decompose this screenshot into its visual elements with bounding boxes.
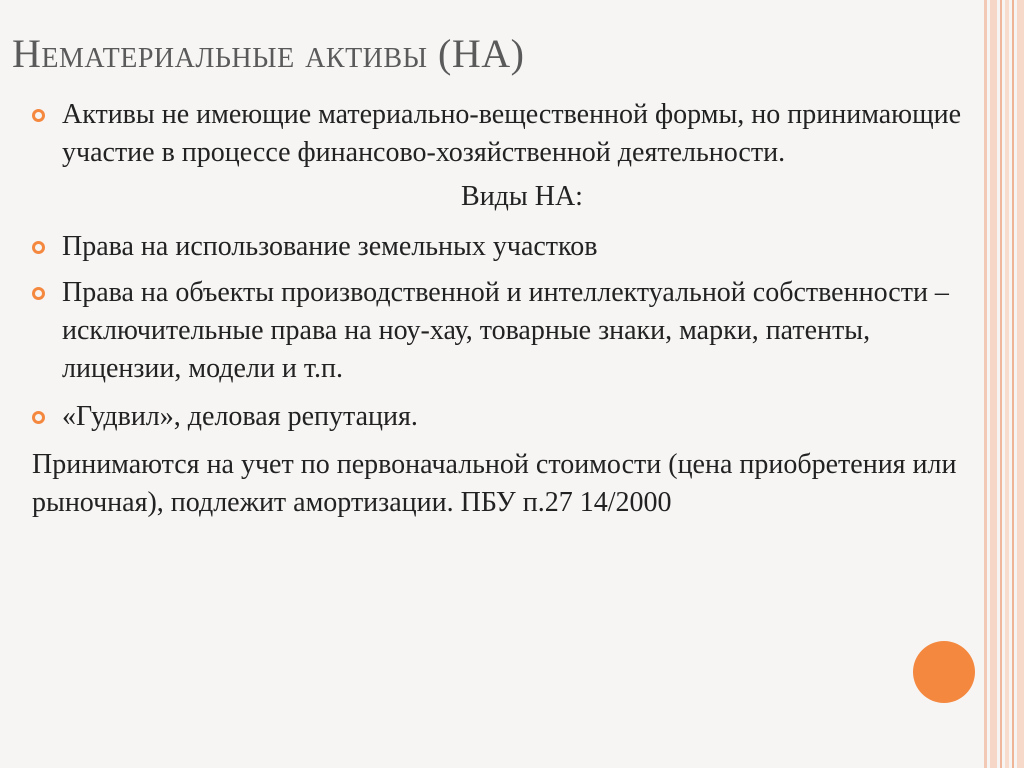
bullet-item-goodwill <box>32 398 982 436</box>
decorative-stripe <box>1005 0 1009 768</box>
bullet-item-definition <box>32 96 982 172</box>
slide-content <box>32 96 982 522</box>
footer-text: Принимаются на учет по первоначальной стоимости (цена приобретения или рыночная), подлежит амортизации. ПБУ п.27 14/2000 <box>32 449 957 518</box>
bullet-text: Права на использование земельных участков <box>62 231 598 262</box>
bullet-text: «Гудвил», деловая репутация. <box>62 401 418 432</box>
decorative-stripe <box>1000 0 1002 768</box>
bullet-text: Права на объекты производственной и интеллектуальной собственности – исключительные права на ноу-хау, товарные знаки, марки, патенты, лицензии, модели и т.п. <box>62 277 949 384</box>
ring-bullet-icon <box>32 411 45 424</box>
ring-bullet-icon <box>32 109 45 122</box>
decorative-stripe <box>1012 0 1014 768</box>
ring-bullet-icon <box>32 287 45 300</box>
ring-bullet-icon <box>32 241 45 254</box>
orange-circle-decoration <box>913 641 975 703</box>
kinds-heading: Виды НА: <box>461 181 583 212</box>
bullet-item-land-rights <box>32 228 982 266</box>
bullet-item-ip-rights <box>32 274 982 388</box>
decorative-stripe <box>990 0 997 768</box>
slide-title: Нематериальные активы (НА) <box>12 31 525 76</box>
decorative-stripe <box>1017 0 1024 768</box>
bullet-text: Активы не имеющие материально-вещественной формы, но принимающие участие в процессе финансово-хозяйственной деятельности. <box>62 99 962 168</box>
decorative-stripe <box>984 0 987 768</box>
